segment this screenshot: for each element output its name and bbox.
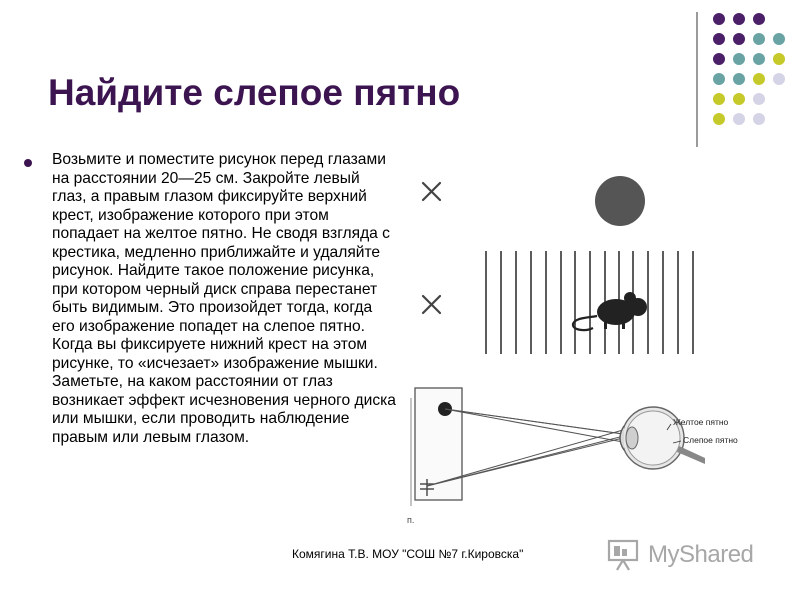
dot-row-3 (713, 53, 785, 65)
mouse-icon (573, 292, 647, 330)
logo-text: MyShared (648, 541, 754, 568)
myshared-logo[interactable] (606, 535, 766, 575)
blind-spot-figure (405, 168, 738, 528)
slide-body-text: Возьмите и поместите рисунок перед глазами на расстоянии 20—25 см. Закройте левый глаз, а правым глазом фиксируйте верхний крест, изображение которого при этом попадает на желтое пятно. Не сводя взгляда с крестика, медленно приближайте и удаляйте рисунок. Найдите такое положение рисунка, при котором черный диск справа перестанет быть видимым. Это произойдет тогда, когда его изображение попадет на слепое пятно. Когда вы фиксируете нижний крест на этом рисунке, то «исчезает» изображение мышки. Заметьте, на каком расстоянии от глаз возникает эффект исчезновения черного диска или мышки, если проводить наблюдение правым или левым глазом. (52, 151, 396, 446)
black-disc (595, 176, 645, 226)
dot-row-1 (713, 13, 765, 25)
bullet-dot (24, 159, 32, 167)
dot-row-6 (713, 113, 765, 125)
dot-row-4 (713, 73, 785, 85)
presentation-board-icon (606, 538, 642, 572)
decorative-vertical-line (696, 12, 698, 147)
upper-cross-icon (423, 183, 440, 200)
dot-row-5 (713, 93, 765, 105)
dot-row-2 (713, 33, 785, 45)
slide-footer: Комягина Т.В. МОУ "СОШ №7 г.Кировска" (292, 547, 524, 561)
lower-cross-icon (423, 296, 440, 313)
label-yellow-spot: Желтое пятно (673, 417, 729, 427)
figure-number: п. (407, 515, 415, 525)
label-blind-spot: Слепое пятно (683, 435, 738, 445)
stripe-field (486, 251, 693, 354)
eye-diagram (407, 388, 738, 525)
slide-title: Найдите слепое пятно (48, 72, 461, 113)
